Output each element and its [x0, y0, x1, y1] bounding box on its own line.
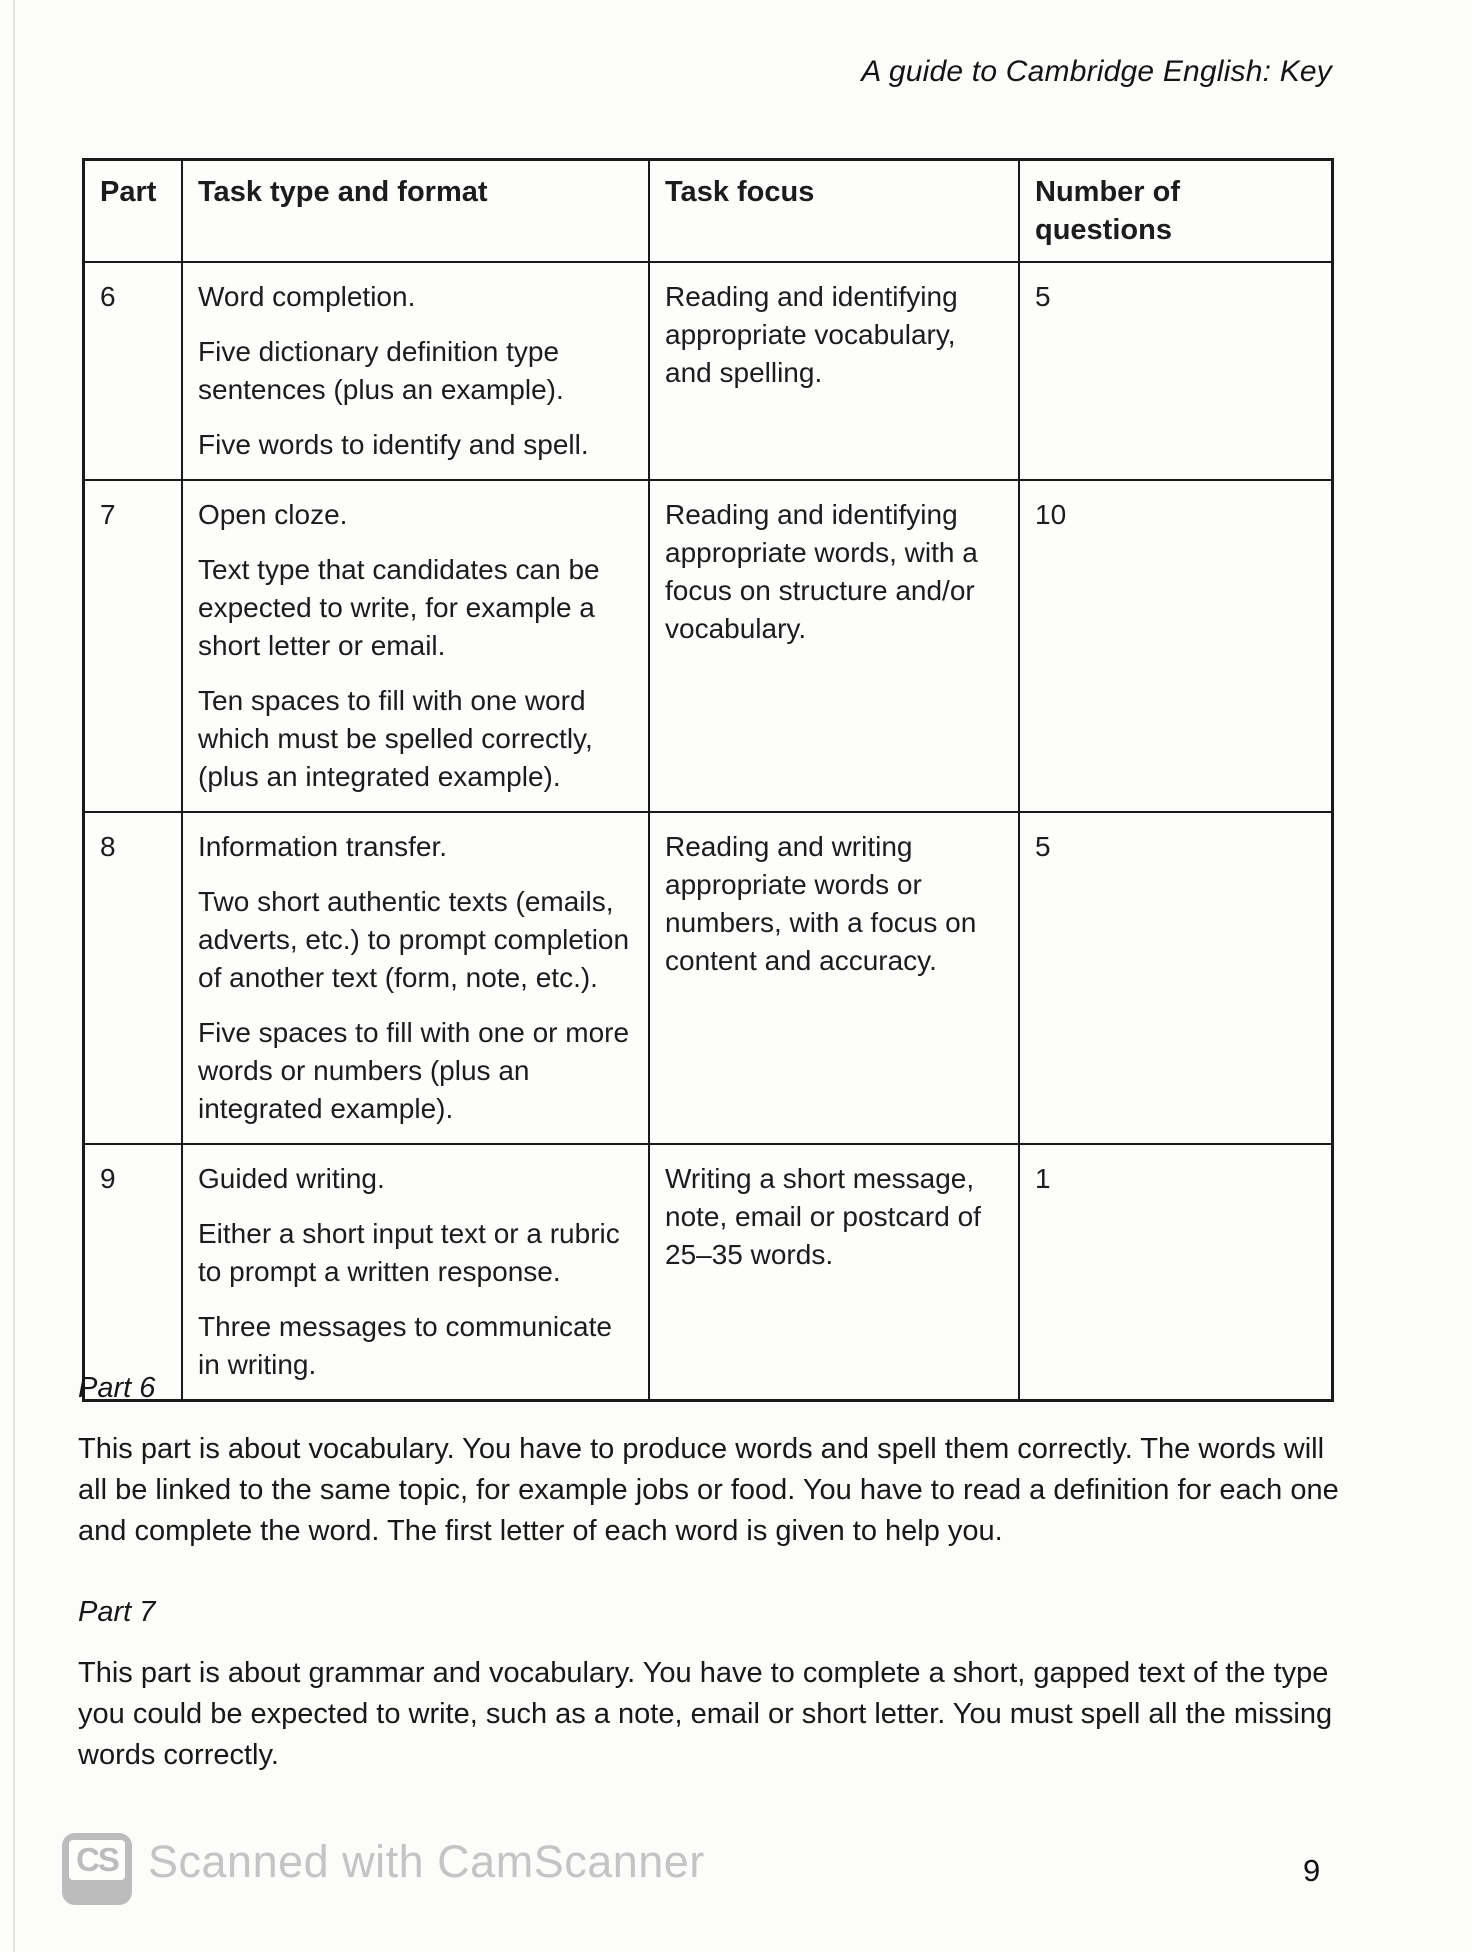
task-focus-text: Reading and writing appropriate words or numbers, with a focus on content and accuracy. — [665, 831, 977, 976]
header-cell-part: Part — [100, 176, 157, 208]
table-row — [85, 261, 1331, 479]
camscanner-logo-icon — [62, 1833, 132, 1905]
task-type-paragraph: Three messages to communicate in writing. — [198, 1311, 612, 1380]
task-type-paragraph: Guided writing. — [198, 1163, 385, 1194]
part-cell — [85, 263, 181, 479]
task-type-paragraph: Information transfer. — [198, 831, 448, 862]
question-count: 1 — [1035, 1163, 1051, 1194]
question-count-cell — [1018, 813, 1331, 1143]
task-type-cell — [181, 481, 648, 811]
part-number: 6 — [100, 281, 116, 312]
table-row — [85, 1143, 1331, 1399]
part-cell — [85, 1145, 181, 1399]
table-row — [85, 811, 1331, 1143]
task-focus-cell — [648, 1145, 1018, 1399]
task-focus-cell — [648, 481, 1018, 811]
task-type-paragraph: Five dictionary definition type sentences (plus an example). — [198, 336, 564, 405]
question-count-cell — [1018, 481, 1331, 811]
task-focus-text: Reading and identifying appropriate words, with a focus on structure and/or vocabulary. — [665, 499, 978, 644]
task-type-paragraph: Two short authentic texts (emails, adverts, etc.) to prompt completion of another text (form, note, etc.). — [198, 886, 630, 993]
camscanner-logo-letters: CS — [69, 1840, 125, 1880]
task-focus-text: Reading and identifying appropriate vocabulary, and spelling. — [665, 281, 958, 388]
part-number: 7 — [100, 499, 116, 530]
exam-parts-table — [82, 158, 1334, 1402]
task-focus-cell — [648, 263, 1018, 479]
task-type-paragraph: Word completion. — [198, 281, 416, 312]
task-type-cell — [181, 813, 648, 1143]
part-cell — [85, 481, 181, 811]
task-type-paragraph: Open cloze. — [198, 499, 348, 530]
header-cell-num-questions: Number of questions — [1018, 161, 1331, 261]
task-focus-text: Writing a short message, note, email or postcard of 25–35 words. — [665, 1163, 981, 1270]
question-count: 10 — [1035, 499, 1067, 530]
part-descriptions — [78, 1372, 1350, 1820]
question-count-cell — [1018, 263, 1331, 479]
task-type-cell — [181, 263, 648, 479]
question-count: 5 — [1035, 281, 1051, 312]
table-header-row — [85, 161, 1331, 261]
scan-credit-text: Scanned with CamScanner — [148, 1836, 705, 1887]
part-7-section — [78, 1596, 1350, 1776]
task-type-paragraph: Either a short input text or a rubric to prompt a written response. — [198, 1218, 620, 1287]
task-type-cell — [181, 1145, 648, 1399]
page-number: 9 — [1303, 1853, 1321, 1888]
part-7-paragraph: This part is about grammar and vocabulary. You have to complete a short, gapped text of the type you could be expected to write, such as a note, email or short letter. You must spell all the missing words correctly. — [78, 1657, 1333, 1771]
part-7-heading: Part 7 — [78, 1596, 156, 1628]
header-cell-task-type: Task type and format — [181, 161, 648, 261]
part-number: 8 — [100, 831, 116, 862]
task-type-paragraph: Five spaces to fill with one or more words or numbers (plus an integrated example). — [198, 1017, 630, 1124]
header-cell-task-focus: Task focus — [648, 161, 1018, 261]
task-focus-cell — [648, 813, 1018, 1143]
part-6-section — [78, 1372, 1350, 1552]
task-type-paragraph: Ten spaces to fill with one word which must be spelled correctly, (plus an integrated example). — [198, 685, 593, 792]
scan-edge-line — [13, 0, 15, 1952]
part-cell — [85, 813, 181, 1143]
part-6-paragraph: This part is about vocabulary. You have to produce words and spell them correctly. The words will all be linked to the same topic, for example jobs or food. You have to read a definition for each one and complete the word. The first letter of each word is given to help you. — [78, 1433, 1339, 1547]
page-title: A guide to Cambridge English: Key — [861, 55, 1332, 88]
task-type-paragraph: Five words to identify and spell. — [198, 429, 589, 460]
part-6-heading: Part 6 — [78, 1372, 156, 1404]
question-count: 5 — [1035, 831, 1051, 862]
task-type-paragraph: Text type that candidates can be expected to write, for example a short letter or email. — [198, 554, 600, 661]
question-count-cell — [1018, 1145, 1331, 1399]
table-row — [85, 479, 1331, 811]
part-number: 9 — [100, 1163, 116, 1194]
